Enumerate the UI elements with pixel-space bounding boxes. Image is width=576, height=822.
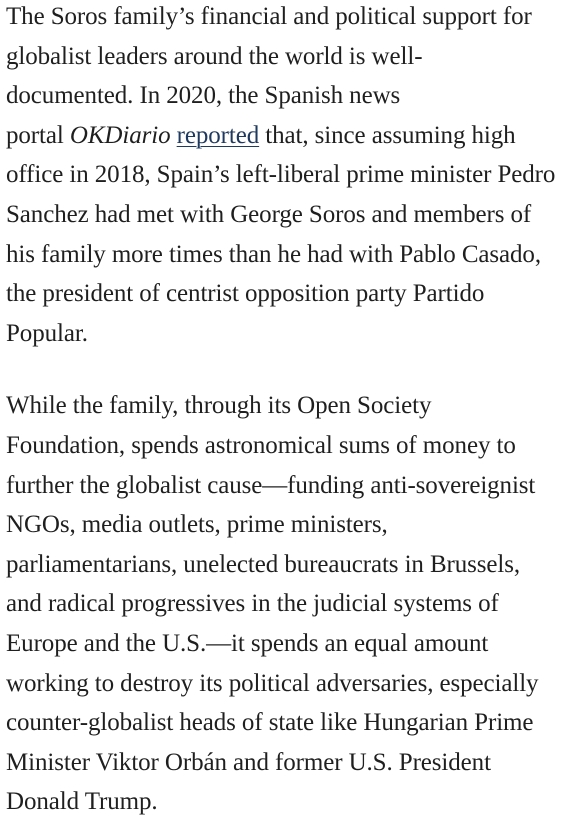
text-line: documented. In 2020, the Spanish news <box>6 82 401 110</box>
text-line: Foundation, spends astronomical sums of money to <box>6 431 516 459</box>
text-line: and radical progressives in the judicial systems of <box>6 590 499 618</box>
text-fragment: portal <box>6 121 70 149</box>
paragraph-soros-sanchez <box>6 0 576 353</box>
text-line: office in 2018, Spain’s left-liberal prime minister Pedro <box>6 161 556 189</box>
text-line-with-link <box>6 116 576 156</box>
text-line: Europe and the U.S.—it spends an equal amount <box>6 629 489 657</box>
text-line: further the globalist cause—funding anti-sovereignist <box>6 471 536 499</box>
text-line: the president of centrist opposition party Partido <box>6 280 485 308</box>
reported-link[interactable]: reported <box>176 121 260 149</box>
text-line: NGOs, media outlets, prime ministers, <box>6 511 388 539</box>
text-line: Donald Trump. <box>6 788 158 816</box>
text-line: Popular. <box>6 319 88 347</box>
text-line: globalist leaders around the world is well- <box>6 42 423 70</box>
text-line: While the family, through its Open Society <box>6 392 432 420</box>
text-line: The Soros family’s financial and political support for <box>6 3 532 30</box>
publication-name: OKDiario <box>69 121 171 149</box>
text-line: his family more times than he had with Pablo Casado, <box>6 240 541 268</box>
text-line: Minister Viktor Orbán and former U.S. President <box>6 748 491 776</box>
text-line: working to destroy its political adversaries, especially <box>6 669 539 697</box>
text-line: parliamentarians, unelected bureaucrats in Brussels, <box>6 550 521 578</box>
text-fragment: that, since assuming high <box>259 121 516 149</box>
text-line: Sanchez had met with George Soros and members of <box>6 200 532 228</box>
text-line: counter-globalist heads of state like Hungarian Prime <box>6 709 534 737</box>
paragraph-open-society <box>6 386 576 822</box>
